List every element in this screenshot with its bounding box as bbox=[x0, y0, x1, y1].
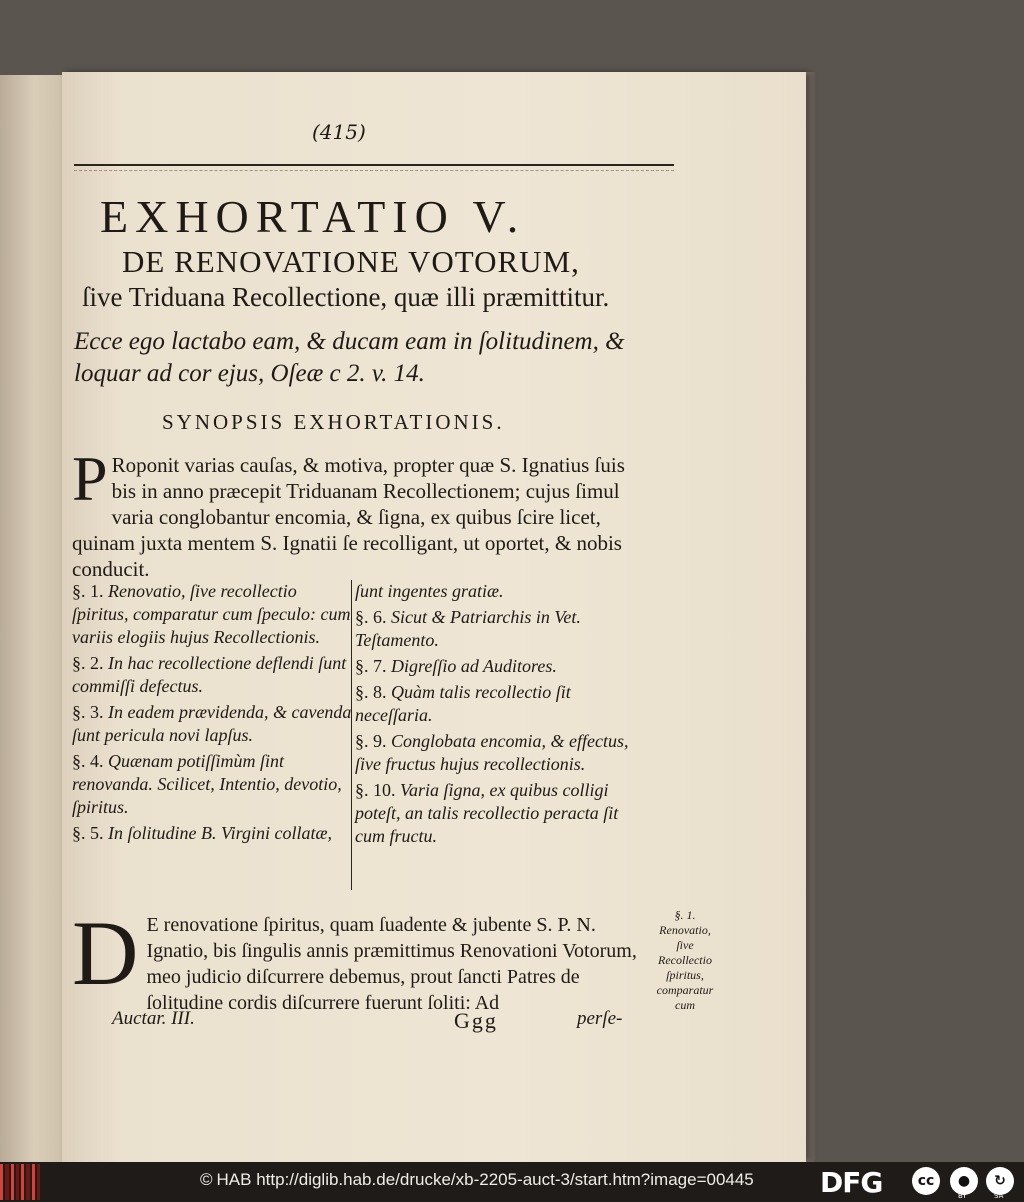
credit-line[interactable] bbox=[200, 1170, 754, 1190]
list-item: §. 9. Conglobata encomia, & effectus, ſive fructus hujus recollectionis. bbox=[355, 731, 629, 774]
synopsis-heading: SYNOPSIS EXHORTATIONIS. bbox=[162, 410, 505, 434]
title-sub: DE RENOVATIONE VOTORUM, bbox=[122, 244, 580, 279]
cc-icon[interactable]: cc bbox=[912, 1167, 940, 1195]
list-item: §. 8. Quàm talis recollectio ſit neceſſaria. bbox=[355, 682, 571, 725]
header-rule-bleed bbox=[74, 170, 674, 171]
synopsis-list-right bbox=[355, 580, 645, 851]
synopsis-paragraph bbox=[72, 443, 642, 582]
by-label: BY bbox=[958, 1192, 967, 1200]
share-alike-icon[interactable]: ↻ bbox=[986, 1167, 1014, 1195]
list-item: §. 1. Renovatio, ſive recollectio ſpiritus, comparatur cum ſpeculo: cum variis elogiis hujus Recollectionis. bbox=[72, 581, 351, 647]
list-item: §. 7. Digreſſio ad Auditores. bbox=[355, 656, 557, 676]
list-item: ſunt ingentes gratiæ. bbox=[355, 581, 504, 601]
body-drop-cap: D bbox=[72, 902, 139, 1004]
list-item: §. 10. Varia ſigna, ex quibus colligi poteſt, an talis recollectio peracta ſit cum fructu. bbox=[355, 780, 619, 846]
footer-signature-label: Auctar. III. bbox=[112, 1008, 195, 1029]
synopsis-drop-cap: P bbox=[72, 443, 108, 514]
list-item: §. 3. In eadem prævidenda, & cavenda ſunt pericula novi lapſus. bbox=[72, 702, 352, 745]
list-item: §. 5. In ſolitudine B. Virgini collatæ, bbox=[72, 823, 332, 843]
body-paragraph bbox=[72, 902, 642, 1016]
sa-label: SA bbox=[994, 1192, 1004, 1200]
synopsis-text: Roponit varias cauſas, & motiva, propter quæ S. Ignatius ſuis bis in anno præcepit Triduanam Recollectionem; cujus ſimul varia conglobantur encomia, & ſigna, ex quibus ſcire licet, quinam juxta mentem S. Ignatii ſe recolligant, ut oportet, & nobis conducit. bbox=[72, 453, 625, 581]
body-text: E renovatione ſpiritus, quam ſuadente & jubente S. P. N. Ignatio, bis ſingulis annis præmittimus Renovationi Votorum, meo judicio diſcurrere debemus, prout ſancti Patres de ſolitudine cordis diſcurrere fuerunt ſoliti: Ad bbox=[146, 914, 637, 1014]
previous-page-edge bbox=[0, 75, 62, 1162]
synopsis-list-left bbox=[72, 580, 352, 848]
viewer-footer-bar bbox=[0, 1162, 1024, 1202]
dfg-logo: DFG bbox=[820, 1166, 883, 1199]
footer-catchword: perſe- bbox=[577, 1008, 623, 1029]
by-attribution-icon[interactable]: ● bbox=[950, 1167, 978, 1195]
copyright-icon: © bbox=[200, 1170, 213, 1189]
epigraph-line-1: Ecce ego lactabo eam, & ducam eam in ſolitudinem, & bbox=[74, 328, 625, 355]
margin-note: §. 1. Renovatio, ſive Recollectio ſpiritus, comparatur cum bbox=[656, 908, 714, 1012]
title-sub2: ſive Triduana Recollectione, quæ illi præmittitur. bbox=[82, 282, 610, 312]
color-ruler-icon bbox=[0, 1164, 40, 1200]
page-shadow bbox=[806, 72, 816, 1162]
header-rule bbox=[74, 164, 674, 166]
title-main: EXHORTATIO V. bbox=[100, 191, 526, 242]
page-number: (415) bbox=[312, 120, 366, 144]
list-item: §. 6. Sicut & Patriarchis in Vet. Teſtamento. bbox=[355, 607, 581, 650]
footer-gathering-mark: Ggg bbox=[454, 1008, 498, 1033]
epigraph-line-2: loquar ad cor ejus, Oſeæ c 2. v. 14. bbox=[74, 360, 425, 387]
list-item: §. 4. Quænam potiſſimùm ſint renovanda. Scilicet, Intentio, devotio, ſpiritus. bbox=[72, 751, 342, 817]
list-item: §. 2. In hac recollectione deflendi ſunt commiſſi defectus. bbox=[72, 653, 347, 696]
credit-text: HAB http://diglib.hab.de/drucke/xb-2205-auct-3/start.htm?image=00445 bbox=[216, 1170, 754, 1189]
book-page bbox=[62, 72, 806, 1162]
column-divider bbox=[351, 580, 352, 890]
